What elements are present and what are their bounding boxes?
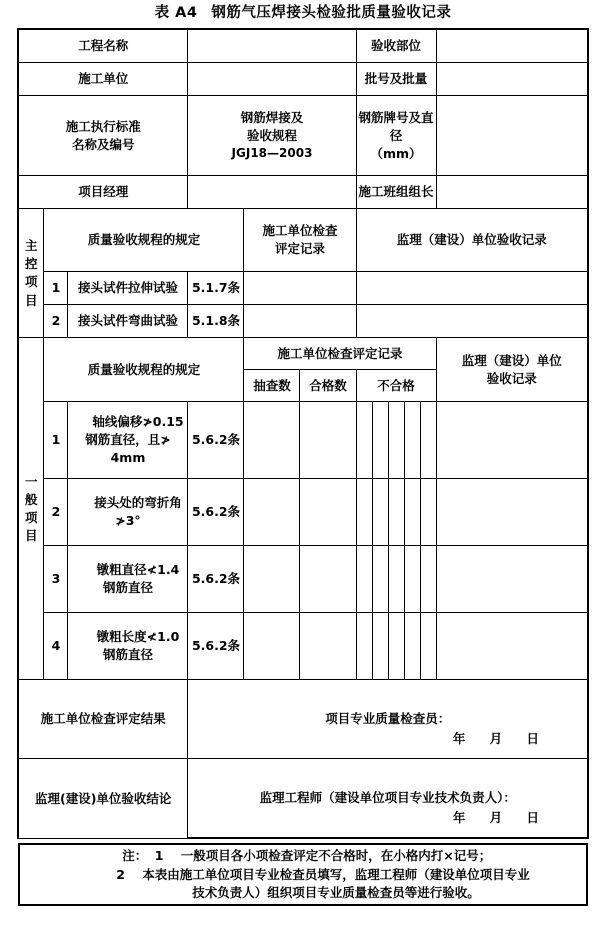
general-row-sample-value[interactable] (244, 546, 300, 613)
general-row-item-line2: ≯3° (115, 513, 141, 529)
general-row-item-line3: 4mm (110, 450, 146, 466)
table-row (18, 305, 588, 338)
notes-lead: 注： (122, 848, 148, 864)
standard-code: JGJ18—2003 (231, 146, 313, 161)
table-row (18, 272, 588, 305)
table-row (18, 338, 588, 370)
label-execution-standard (18, 96, 188, 176)
general-row-item-line1: 镦粗长度≮1.0 (96, 629, 180, 645)
label-rebar-line1: 钢筋牌号及直径 (358, 109, 434, 143)
general-row-item (68, 402, 188, 479)
value-execution-standard[interactable] (188, 96, 356, 176)
header-general-contractor-group: 施工单位检查评定记录 (244, 338, 436, 370)
general-row-sample-value[interactable] (244, 613, 300, 680)
main-row-no: 2 (44, 305, 68, 338)
header-general-supervisor-line1: 监理（建设）单位 (461, 352, 562, 368)
general-row-unqualified-cell-4[interactable] (404, 402, 420, 479)
header-general-supervisor-line2: 验收记录 (486, 370, 537, 386)
table-row (18, 680, 588, 759)
general-row-sample-value[interactable] (244, 402, 300, 479)
general-row-supervisor-value[interactable] (436, 479, 588, 546)
main-row-supervisor-value[interactable] (356, 305, 588, 338)
general-row-item-line2: 钢筋直径 (102, 580, 153, 596)
general-row-unqualified-cell-4[interactable] (404, 479, 420, 546)
table-row (18, 402, 588, 479)
note-1-line1: 一般项目各小项检查评定不合格时，在小格内打×记号； (180, 848, 492, 864)
general-row-item-line1: 接头处的弯折角 (94, 495, 182, 511)
contractor-signatory-label: 项目专业质量检查员： (325, 711, 451, 727)
note-item-1 (22, 847, 584, 865)
general-row-qualified-value[interactable] (300, 546, 356, 613)
general-row-unqualified-cell-3[interactable] (388, 402, 404, 479)
general-row-item-line2: 钢筋直径 (102, 647, 153, 663)
main-control-char-3: 目 (24, 292, 38, 308)
label-contractor-conclusion: 施工单位检查评定结果 (18, 680, 188, 759)
section-label-general (18, 338, 44, 680)
note-item-2 (22, 866, 584, 884)
general-char-0: 一 (24, 473, 38, 489)
general-row-no: 1 (44, 402, 68, 479)
supervisor-conclusion-body[interactable] (188, 759, 588, 839)
label-team-leader: 施工班组组长 (356, 176, 436, 209)
header-qualified-count: 合格数 (300, 370, 356, 402)
general-row-unqualified-cell-3[interactable] (388, 613, 404, 680)
table-row (18, 29, 588, 63)
general-row-unqualified-cell-1[interactable] (356, 546, 372, 613)
label-project-name: 工程名称 (18, 29, 188, 63)
header-main-contractor-line2: 评定记录 (274, 241, 325, 257)
value-project-name[interactable] (188, 29, 356, 63)
label-execution-standard-line1: 施工执行标准 (65, 118, 141, 134)
note-1-number: 1 (154, 848, 164, 864)
general-char-1: 般 (24, 491, 38, 507)
general-row-unqualified-cell-1[interactable] (356, 613, 372, 680)
general-row-unqualified-cell-5[interactable] (420, 479, 436, 546)
general-row-code: 5.6.2条 (188, 613, 244, 680)
table-row (18, 546, 588, 613)
main-row-item: 接头试件弯曲试验 (68, 305, 188, 338)
value-construction-unit[interactable] (188, 63, 356, 96)
note-2-number: 2 (116, 866, 125, 882)
value-team-leader[interactable] (436, 176, 588, 209)
general-row-item (68, 613, 188, 680)
general-row-unqualified-cell-5[interactable] (420, 613, 436, 680)
table-row (18, 479, 588, 546)
section-label-main-control (18, 209, 44, 338)
main-row-no: 1 (44, 272, 68, 305)
contractor-conclusion-body[interactable] (188, 680, 588, 759)
contractor-date-line: 年 月 日 (452, 731, 550, 747)
general-row-item-line2: 钢筋直径，且≯ (85, 432, 171, 448)
general-row-sample-value[interactable] (244, 479, 300, 546)
table-title-text: 钢筋气压焊接头检验批质量验收记录 (211, 5, 452, 21)
main-row-supervisor-value[interactable] (356, 272, 588, 305)
main-row-item: 接头试件拉伸试验 (68, 272, 188, 305)
general-row-unqualified-cell-2[interactable] (372, 546, 388, 613)
general-row-qualified-value[interactable] (300, 613, 356, 680)
main-row-contractor-value[interactable] (244, 272, 356, 305)
label-batch-number: 批号及批量 (356, 63, 436, 96)
label-construction-unit: 施工单位 (18, 63, 188, 96)
table-row (18, 63, 588, 96)
main-row-code: 5.1.8条 (188, 305, 244, 338)
general-row-supervisor-value[interactable] (436, 402, 588, 479)
acceptance-form-table (17, 28, 589, 839)
general-char-3: 目 (24, 528, 38, 544)
header-main-contractor-line1: 施工单位检查 (262, 223, 338, 239)
header-sample-count: 抽查数 (244, 370, 300, 402)
notes-box (19, 844, 587, 904)
main-control-char-2: 项 (24, 274, 38, 290)
general-row-unqualified-cell-1[interactable] (356, 479, 372, 546)
table-row (18, 176, 588, 209)
table-row (18, 613, 588, 680)
table-row (18, 96, 588, 176)
general-row-unqualified-cell-1[interactable] (356, 402, 372, 479)
general-row-no: 2 (44, 479, 68, 546)
main-control-char-0: 主 (24, 238, 38, 254)
note-2-line1: 本表由施工单位项目专业检查员填写，监理工程师（建设单位项目专业 (142, 866, 530, 882)
general-row-unqualified-cell-2[interactable] (372, 402, 388, 479)
table-number: 表 A4 (154, 5, 198, 21)
header-unqualified: 不合格 (356, 370, 436, 402)
label-rebar-line2: （mm） (370, 145, 422, 161)
standard-line2: 验收规程 (246, 128, 297, 144)
header-main-contractor (244, 209, 356, 272)
general-row-unqualified-cell-3[interactable] (388, 546, 404, 613)
table-row (19, 844, 587, 904)
general-row-qualified-value[interactable] (300, 479, 356, 546)
label-supervisor-conclusion: 监理(建设)单位验收结论 (18, 759, 188, 839)
general-row-unqualified-cell-5[interactable] (420, 546, 436, 613)
page-title (0, 0, 606, 28)
value-project-manager[interactable] (188, 176, 356, 209)
general-row-unqualified-cell-5[interactable] (420, 402, 436, 479)
general-row-supervisor-value[interactable] (436, 613, 588, 680)
header-main-supervisor: 监理（建设）单位验收记录 (356, 209, 588, 272)
label-execution-standard-line2: 名称及编号 (71, 136, 135, 152)
general-row-code: 5.6.2条 (188, 479, 244, 546)
supervisor-date-line: 年 月 日 (452, 810, 550, 826)
header-main-spec: 质量验收规程的规定 (44, 209, 244, 272)
main-control-char-1: 控 (24, 256, 38, 272)
main-row-code: 5.1.7条 (188, 272, 244, 305)
value-acceptance-part[interactable] (436, 29, 588, 63)
general-char-2: 项 (24, 509, 38, 525)
label-acceptance-part: 验收部位 (356, 29, 436, 63)
general-row-code: 5.6.2条 (188, 546, 244, 613)
general-row-code: 5.6.2条 (188, 402, 244, 479)
header-general-spec: 质量验收规程的规定 (44, 338, 244, 402)
general-row-item-line1: 镦粗直径≮1.4 (96, 562, 180, 578)
value-batch-number[interactable] (436, 63, 588, 96)
general-row-qualified-value[interactable] (300, 402, 356, 479)
general-row-unqualified-cell-4[interactable] (404, 613, 420, 680)
general-row-no: 3 (44, 546, 68, 613)
general-row-unqualified-cell-2[interactable] (372, 479, 388, 546)
general-row-unqualified-cell-3[interactable] (388, 479, 404, 546)
table-row (18, 759, 588, 839)
general-row-item (68, 546, 188, 613)
general-row-supervisor-value[interactable] (436, 546, 588, 613)
main-row-contractor-value[interactable] (244, 305, 356, 338)
notes-table (18, 843, 588, 905)
general-row-unqualified-cell-2[interactable] (372, 613, 388, 680)
label-rebar-grade-diameter (356, 96, 436, 176)
label-project-manager: 项目经理 (18, 176, 188, 209)
general-row-unqualified-cell-4[interactable] (404, 546, 420, 613)
note-2-line2: 技术负责人）组织项目专业质量检查员等进行验收。 (192, 884, 480, 900)
value-rebar-grade-diameter[interactable] (436, 96, 588, 176)
general-row-no: 4 (44, 613, 68, 680)
table-row (18, 209, 588, 272)
header-general-supervisor (436, 338, 588, 402)
general-row-item (68, 479, 188, 546)
general-row-item-line1: 轴线偏移≯0.15 (92, 414, 184, 430)
standard-line1: 钢筋焊接及 (240, 110, 304, 126)
supervisor-signatory-label: 监理工程师（建设单位项目专业技术负责人）： (259, 790, 516, 806)
